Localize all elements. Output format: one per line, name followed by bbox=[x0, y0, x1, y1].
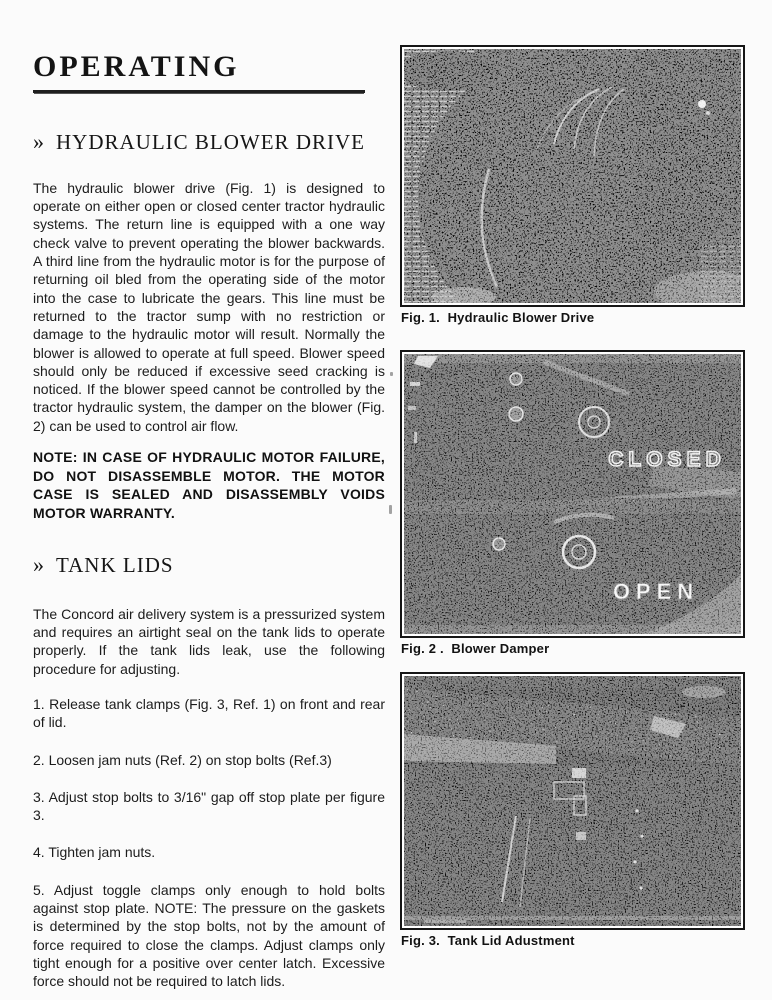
step-item: 5. Adjust toggle clamps only enough to hold bolts against stop plate. NOTE: The pressure on the gaskets is determined by the stop bolts, not by the amount of force required to close the clamps. Adjust clamps only tight enough for a positive over center latch. Excessive force should not be required to latch lids. bbox=[33, 881, 385, 990]
tank-lid-adjustment-steps bbox=[33, 695, 385, 991]
page-title: OPERATING bbox=[33, 50, 240, 83]
step-item: 2. Loosen jam nuts (Ref. 2) on stop bolts (Ref.3) bbox=[33, 751, 332, 768]
text-column bbox=[33, 0, 385, 991]
double-chevron-icon: » bbox=[33, 128, 45, 154]
tank-lid-adjustment-photo bbox=[400, 672, 745, 930]
section-heading-label: TANK LIDS bbox=[56, 553, 174, 578]
step-item: 3. Adjust stop bolts to 3/16" gap off stop plate per figure 3. bbox=[33, 788, 385, 824]
figure-2-caption: Fig. 2 . Blower Damper bbox=[401, 641, 550, 656]
tank-lids-paragraph: The Concord air delivery system is a pressurized system and requires an airtight seal on the tank lids to operate properly. If the tank lids leak, use the following procedure for adjusting. bbox=[33, 605, 385, 677]
figure-1-caption: Fig. 1. Hydraulic Blower Drive bbox=[401, 310, 595, 325]
figure-3-caption: Fig. 3. Tank Lid Adustment bbox=[401, 933, 575, 948]
figure-1 bbox=[400, 45, 745, 326]
section-heading-tank-lids bbox=[33, 552, 385, 578]
section-heading-hydraulic-blower-drive bbox=[33, 129, 385, 155]
hydraulic-blower-drive-paragraph: The hydraulic blower drive (Fig. 1) is designed to operate on either open or closed center tractor hydraulic systems. The return line is equipped with a one way check valve to prevent operating the blower backwards. A third line from the hydraulic motor is for the purpose of returning oil bled from the operating side of the motor into the case to lubricate the gears. This line must be returned to the tractor sump with no restriction or damage to the hydraulic motor will result. Normally the blower is allowed to operate at full speed. Blower speed should only be reduced if excessive seed cracking is noticed. If the blower speed cannot be controlled by the tractor hydraulic system, the damper on the blower (Fig. 2) can be used to control air flow. bbox=[33, 179, 385, 434]
figure-column bbox=[400, 0, 748, 1000]
motor-warranty-note: NOTE: IN CASE OF HYDRAULIC MOTOR FAILURE, DO NOT DISASSEMBLE MOTOR. THE MOTOR CASE IS SEALED AND DISASSEMBLY VOIDS MOTOR WARRANTY. bbox=[33, 449, 385, 521]
title-underline bbox=[33, 90, 365, 93]
blower-damper-photo bbox=[400, 350, 745, 638]
scan-artifact bbox=[389, 505, 392, 514]
hydraulic-blower-drive-photo bbox=[400, 45, 745, 307]
figure-3 bbox=[400, 672, 745, 949]
scan-artifact bbox=[390, 372, 393, 376]
step-item: 4. Tighten jam nuts. bbox=[33, 844, 156, 861]
double-chevron-icon: » bbox=[33, 552, 45, 578]
step-item: 1. Release tank clamps (Fig. 3, Ref. 1) on front and rear of lid. bbox=[33, 696, 385, 731]
section-heading-label: HYDRAULIC BLOWER DRIVE bbox=[56, 129, 365, 154]
figure-2 bbox=[400, 350, 745, 657]
